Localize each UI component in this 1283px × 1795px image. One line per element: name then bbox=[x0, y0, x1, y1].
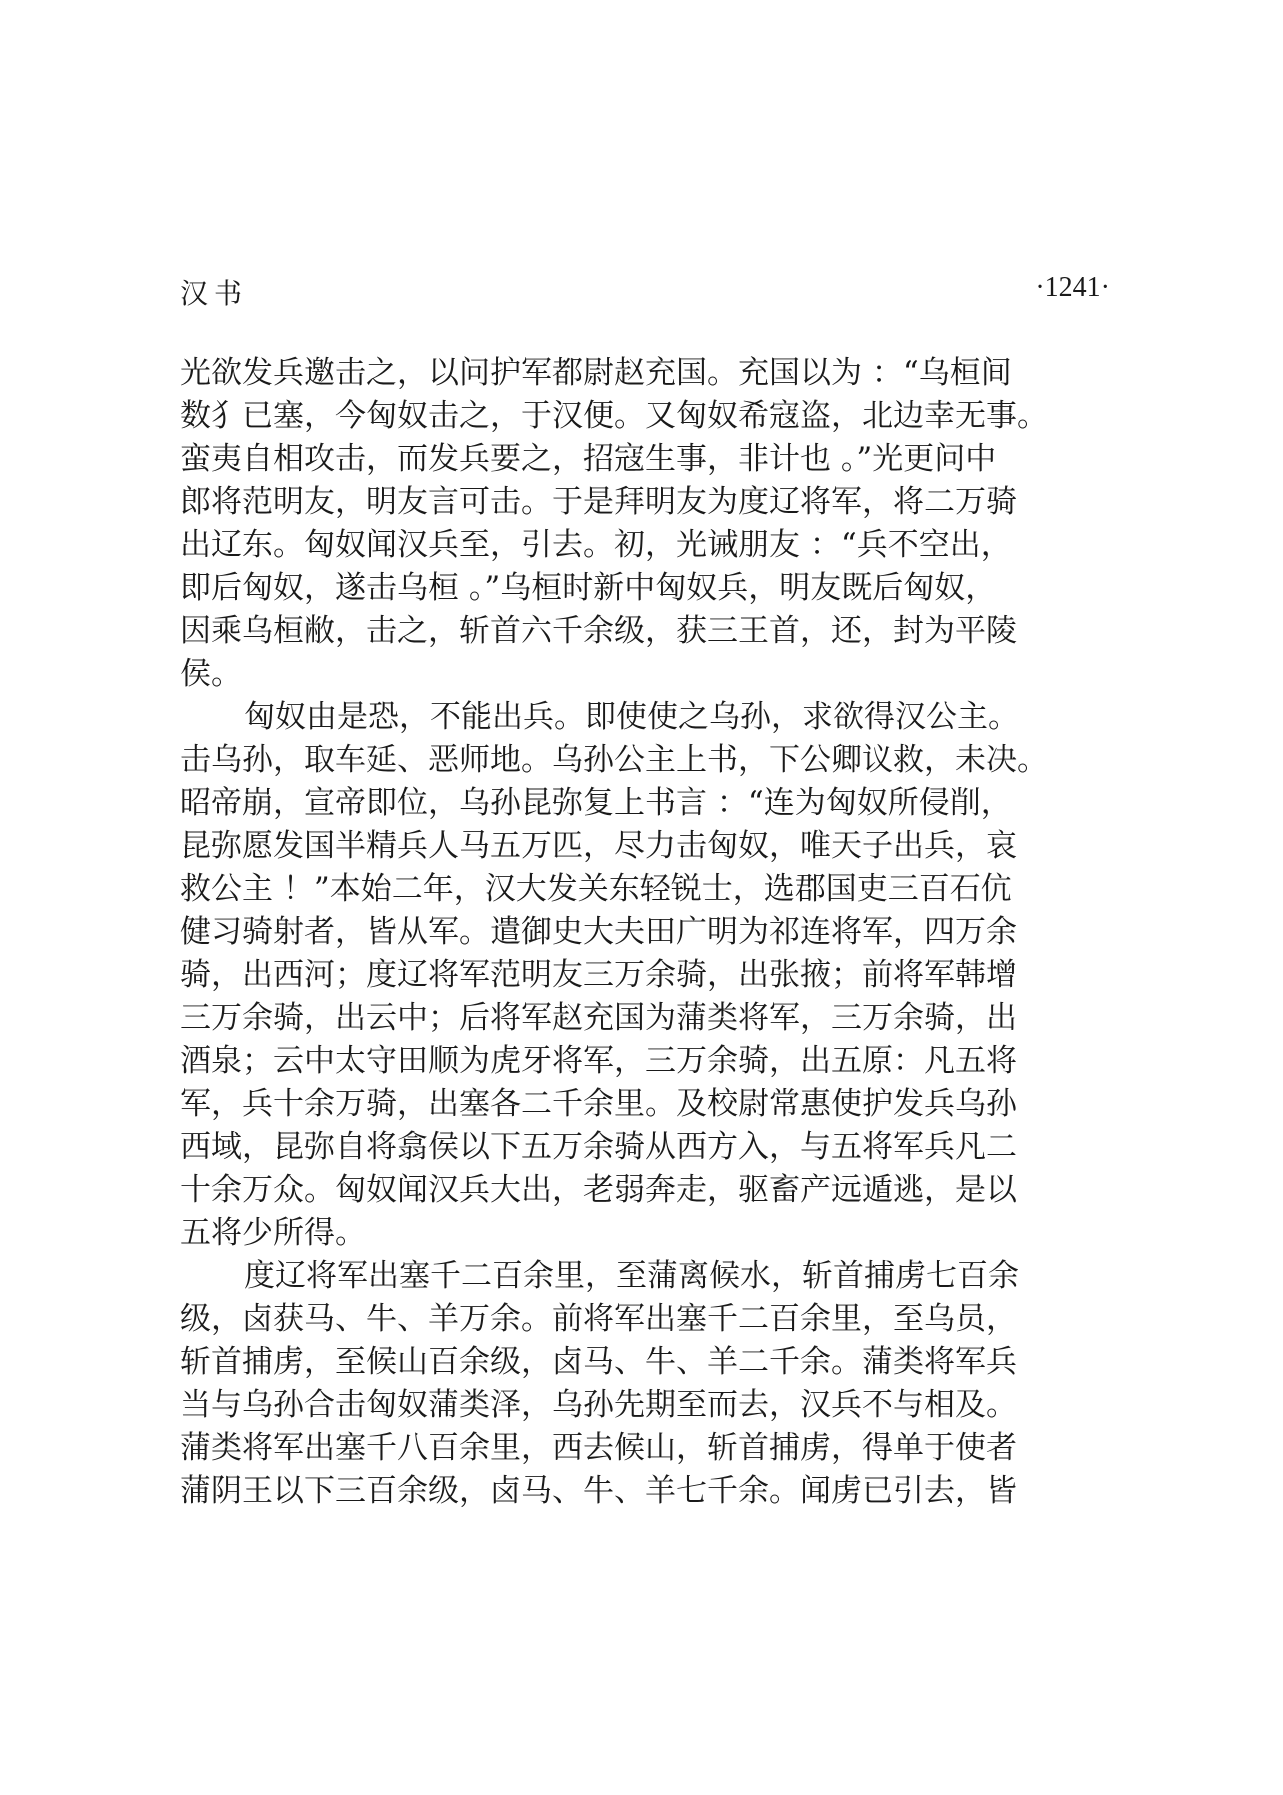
text-line: 健习骑射者，皆从军。遣御史大夫田广明为祁连将军，四万余 bbox=[180, 914, 1017, 950]
text-line: 因乘乌桓敝，击之，斩首六千余级，获三王首，还，封为平陵 bbox=[180, 613, 1017, 649]
page-number: ·1241· bbox=[1035, 272, 1110, 303]
text-line: 蒲类将军出塞千八百余里，西去候山，斩首捕虏，得单于使者 bbox=[180, 1430, 1017, 1466]
text-line: 昆弥愿发国半精兵人马五万匹，尽力击匈奴，唯天子出兵，哀 bbox=[180, 828, 1017, 864]
text-line: 郎将范明友，明友言可击。于是拜明友为度辽将军，将二万骑 bbox=[180, 484, 1017, 520]
text-line: 斩首捕虏，至候山百余级，卤马、牛、羊二千余。蒲类将军兵 bbox=[180, 1344, 1017, 1380]
text-line: 数犭已塞，今匈奴击之，于汉便。又匈奴希寇盗，北边幸无事。 bbox=[180, 398, 1048, 434]
text-line: 级，卤获马、牛、羊万余。前将军出塞千二百余里，至乌员， bbox=[180, 1301, 1017, 1337]
text-line: 当与乌孙合击匈奴蒲类泽，乌孙先期至而去，汉兵不与相及。 bbox=[180, 1387, 1017, 1423]
body-text bbox=[180, 352, 1180, 1513]
text-line: 出辽东。匈奴闻汉兵至，引去。初，光诫朋友 ：“兵不空出， bbox=[180, 527, 1012, 563]
text-line: 救公主 ！”本始二年，汉大发关东轻锐士，选郡国吏三百石伉 bbox=[180, 871, 1012, 907]
text-line: 骑，出西河；度辽将军范明友三万余骑，出张掖；前将军韩增 bbox=[180, 957, 1017, 993]
text-line: 三万余骑，出云中；后将军赵充国为蒲类将军，三万余骑，出 bbox=[180, 1000, 1017, 1036]
text-line: 即后匈奴，遂击乌桓 。”乌桓时新中匈奴兵，明友既后匈奴， bbox=[180, 570, 997, 606]
text-line: 酒泉；云中太守田顺为虎牙将军，三万余骑，出五原：凡五将 bbox=[180, 1043, 1017, 1079]
text-line: 蛮夷自相攻击，而发兵要之，招寇生事，非计也 。”光更问中 bbox=[180, 441, 997, 477]
text-line: 度辽将军出塞千二百余里，至蒲离候水，斩首捕虏七百余 bbox=[244, 1258, 1019, 1294]
book-title: 汉书 bbox=[180, 277, 249, 310]
text-line: 军，兵十余万骑，出塞各二千余里。及校尉常惠使护发兵乌孙 bbox=[180, 1086, 1017, 1122]
text-line: 蒲阴王以下三百余级，卤马、牛、羊七千余。闻虏已引去，皆 bbox=[180, 1473, 1017, 1509]
text-line: 光欲发兵邀击之，以问护军都尉赵充国。充国以为 ：“乌桓间 bbox=[180, 355, 1012, 391]
text-line: 击乌孙，取车延、恶师地。乌孙公主上书，下公卿议救，未决。 bbox=[180, 742, 1048, 778]
text-line: 十余万众。匈奴闻汉兵大出，老弱奔走，驱畜产远遁逃，是以 bbox=[180, 1172, 1017, 1208]
text-line: 五将少所得。 bbox=[180, 1215, 366, 1251]
running-header bbox=[180, 272, 1110, 312]
text-line: 昭帝崩，宣帝即位，乌孙昆弥复上书言 ：“连为匈奴所侵削， bbox=[180, 785, 1012, 821]
text-line: 侯。 bbox=[180, 656, 242, 692]
text-line: 匈奴由是恐，不能出兵。即使使之乌孙，求欲得汉公主。 bbox=[244, 699, 1019, 735]
text-line: 西域，昆弥自将翕侯以下五万余骑从西方入，与五将军兵凡二 bbox=[180, 1129, 1017, 1165]
